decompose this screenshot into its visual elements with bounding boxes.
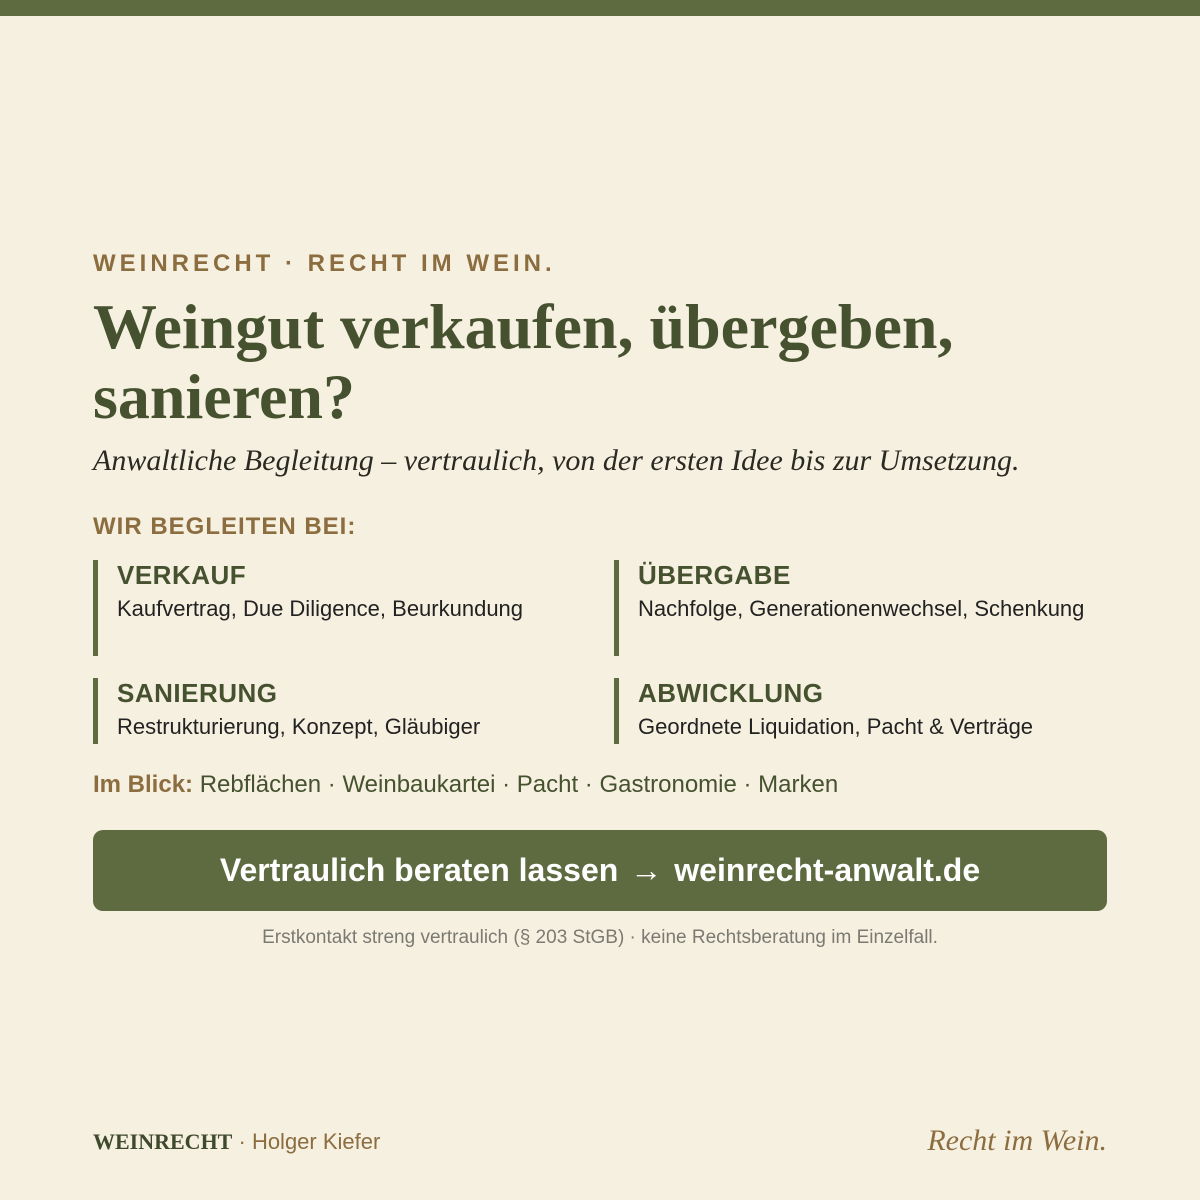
service-title: ABWICKLUNG [638,678,824,708]
footer-author-name: Holger Kiefer [251,1129,381,1154]
service-description: Kaufvertrag, Due Diligence, Beurkundung [117,596,524,621]
legal-disclaimer: Erstkontakt streng vertraulich (§ 203 StGB) · keine Rechtsberatung im Einzelfall. [262,927,938,948]
service-title: SANIERUNG [117,678,278,708]
service-title: VERKAUF [117,560,247,590]
focus-items: Rebflächen · Weinbaukartei · Pacht · Gastronomie · Marken [199,771,839,798]
arrow-right-icon: → [630,852,663,888]
service-item-sanierung [93,678,593,744]
footer-separator: · [238,1129,246,1154]
service-item-uebergabe [614,560,1114,656]
page-headline: Weingut verkaufen, übergeben, sanieren? [93,291,954,432]
focus-line [93,771,838,799]
consultation-cta-button[interactable] [93,830,1107,911]
footer-brand-block [93,1129,380,1155]
footer-tagline: Recht im Wein. [927,1124,1107,1157]
footer-brand: WEINRECHT [93,1129,233,1154]
service-description: Geordnete Liquidation, Pacht & Verträge [638,714,1034,739]
cta-url: weinrecht-anwalt.de [674,852,981,888]
service-description: Nachfolge, Generationenwechsel, Schenkung [638,596,1085,621]
eyebrow-tagline: WEINRECHT · RECHT IM WEIN. [93,250,556,277]
cta-text: Vertraulich beraten lassen [219,852,619,888]
page-subline: Anwaltliche Begleitung – vertraulich, von der ersten Idee bis zur Umsetzung. [93,444,1020,477]
service-item-abwicklung [614,678,1114,744]
service-description: Restrukturierung, Konzept, Gläubiger [117,714,481,739]
service-item-verkauf [93,560,593,656]
top-accent-bar [0,0,1200,16]
focus-label: Im Blick: [93,771,194,798]
services-section-label: WIR BEGLEITEN BEI: [93,513,357,540]
service-title: ÜBERGABE [638,560,791,590]
